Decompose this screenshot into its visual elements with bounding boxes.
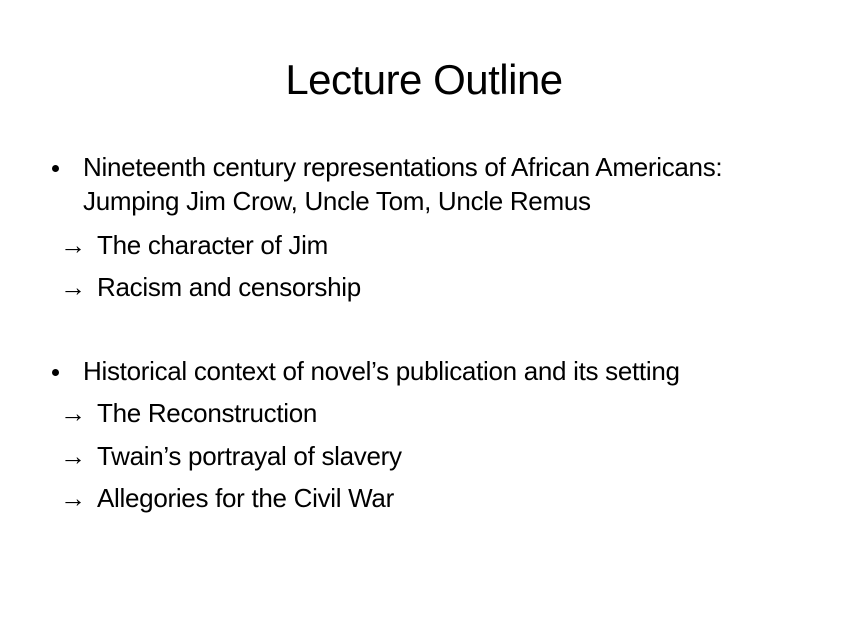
sub-item-text: The Reconstruction (97, 398, 318, 428)
bullet-text: Nineteenth century representations of African Americans: Jumping Jim Crow, Uncle Tom, Uncle Remus (83, 152, 723, 216)
arrow-right-icon: → (60, 272, 86, 302)
sub-item (60, 481, 394, 515)
sub-item (60, 228, 328, 262)
sub-item-text: The character of Jim (97, 230, 328, 260)
bullet-text: Historical context of novel’s publication and its setting (83, 356, 680, 386)
sub-item-text: Allegories for the Civil War (97, 483, 394, 513)
arrow-right-icon: → (60, 441, 86, 471)
arrow-right-icon: → (60, 398, 86, 428)
sub-item (60, 439, 402, 473)
sub-item-text: Twain’s portrayal of slavery (97, 441, 402, 471)
arrow-right-icon: → (60, 483, 86, 513)
slide-title: Lecture Outline (285, 56, 563, 103)
sub-item (60, 270, 361, 304)
sub-item-text: Racism and censorship (97, 272, 361, 302)
arrow-right-icon: → (60, 230, 86, 260)
sub-item (60, 396, 317, 430)
